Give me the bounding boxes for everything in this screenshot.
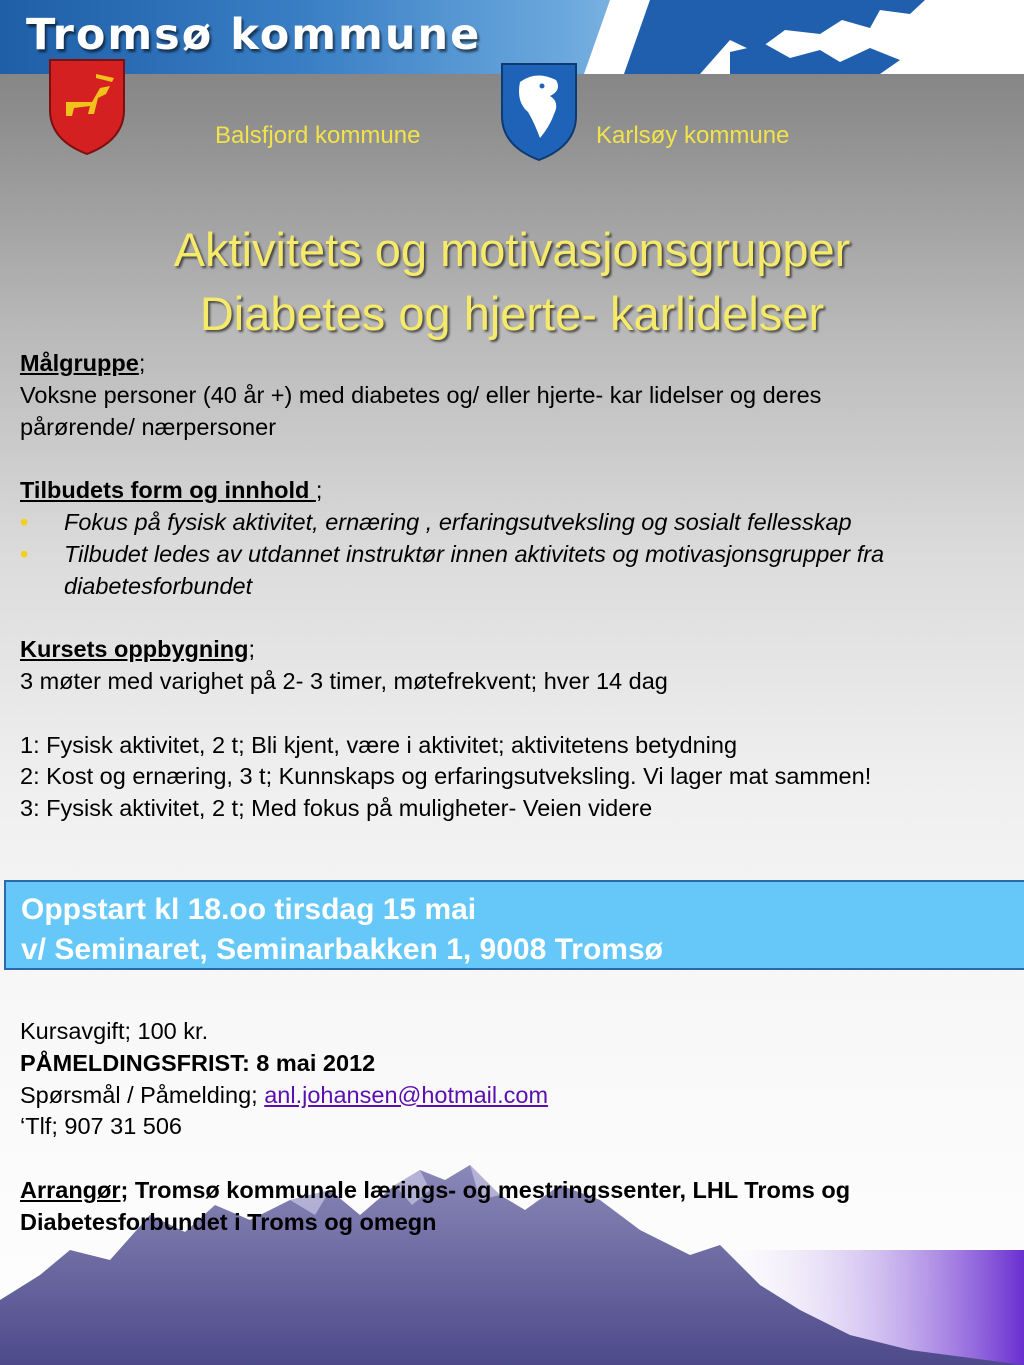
title-line-2: Diabetes og hjerte- karlidelser bbox=[199, 287, 825, 340]
target-group-text-2: pårørende/ nærpersoner bbox=[20, 413, 277, 440]
target-group-heading: Målgruppe bbox=[20, 350, 139, 376]
course-summary: 3 møter med varighet på 2- 3 timer, møtefrekvent; hver 14 dag bbox=[20, 667, 668, 694]
startup-line-2: v/ Seminaret, Seminarbakken 1, 9008 Tromsø bbox=[21, 933, 663, 966]
email-link[interactable]: anl.johansen@hotmail.com bbox=[264, 1081, 549, 1108]
target-group-text-1: Voksne personer (40 år +) med diabetes og/ eller hjerte- kar lidelser og deres bbox=[20, 381, 822, 408]
target-group-heading-row bbox=[20, 348, 1010, 380]
contact-label: Spørsmål / Påmelding; bbox=[20, 1081, 265, 1108]
offer-heading: Tilbudets form og innhold bbox=[20, 477, 316, 504]
main-title bbox=[0, 218, 1024, 346]
course-session-1: 1: Fysisk aktivitet, 2 t; Bli kjent, være i aktivitet; aktivitetens betydning bbox=[20, 731, 738, 758]
registration-info bbox=[20, 1016, 1010, 1239]
balsfjord-label: Balsfjord kommune bbox=[215, 122, 421, 149]
course-suffix: ; bbox=[248, 636, 256, 663]
course-heading-row bbox=[20, 634, 1010, 666]
list-item bbox=[20, 507, 1010, 539]
course-session-3: 3: Fysisk aktivitet, 2 t; Med fokus på muligheter- Veien videre bbox=[20, 795, 653, 822]
offer-suffix: ; bbox=[315, 477, 323, 504]
startup-line-1: Oppstart kl 18.oo tirsdag 15 mai bbox=[21, 893, 477, 926]
bullet-icon: • bbox=[20, 508, 29, 535]
phone-number: ‘Tlf; 907 31 506 bbox=[20, 1113, 182, 1140]
bullet-icon: • bbox=[20, 540, 29, 567]
course-fee: Kursavgift; 100 kr. bbox=[20, 1018, 209, 1044]
registration-deadline: PÅMELDINGSFRIST: 8 mai 2012 bbox=[20, 1049, 376, 1076]
body-content bbox=[20, 348, 1010, 825]
title-line-1: Aktivitets og motivasjonsgrupper bbox=[173, 223, 851, 276]
organizer-text: ; Tromsø kommunale lærings- og mestringssenter, LHL Troms og Diabetesforbundet i Troms og omegn bbox=[20, 1176, 851, 1235]
target-group-suffix: ; bbox=[138, 350, 146, 376]
balsfjord-coat-of-arms bbox=[48, 58, 126, 156]
organizer-label: Arrangør bbox=[20, 1176, 121, 1203]
karlsoy-label: Karlsøy kommune bbox=[596, 122, 790, 149]
course-heading: Kursets oppbygning bbox=[20, 636, 249, 663]
course-session-2: 2: Kost og ernæring, 3 t; Kunnskaps og erfaringsutveksling. Vi lager mat sammen! bbox=[20, 763, 872, 790]
list-item bbox=[20, 539, 1010, 603]
offer-heading-row bbox=[20, 475, 1010, 507]
organizer-row bbox=[20, 1175, 1010, 1239]
offer-bullet-1: Fokus på fysisk aktivitet, ernæring , erfaringsutveksling og sosialt fellesskap bbox=[64, 508, 852, 535]
startup-info-box bbox=[4, 880, 1024, 970]
contact-row bbox=[20, 1080, 1010, 1112]
offer-list bbox=[20, 507, 1010, 602]
offer-bullet-2: Tilbudet ledes av utdannet instruktør innen aktivitets og motivasjonsgrupper fra diabetesforbundet bbox=[64, 540, 885, 599]
banner-title: Tromsø kommune bbox=[26, 10, 482, 60]
karlsoy-coat-of-arms bbox=[500, 62, 578, 162]
reindeer-emblem bbox=[580, 0, 1024, 74]
